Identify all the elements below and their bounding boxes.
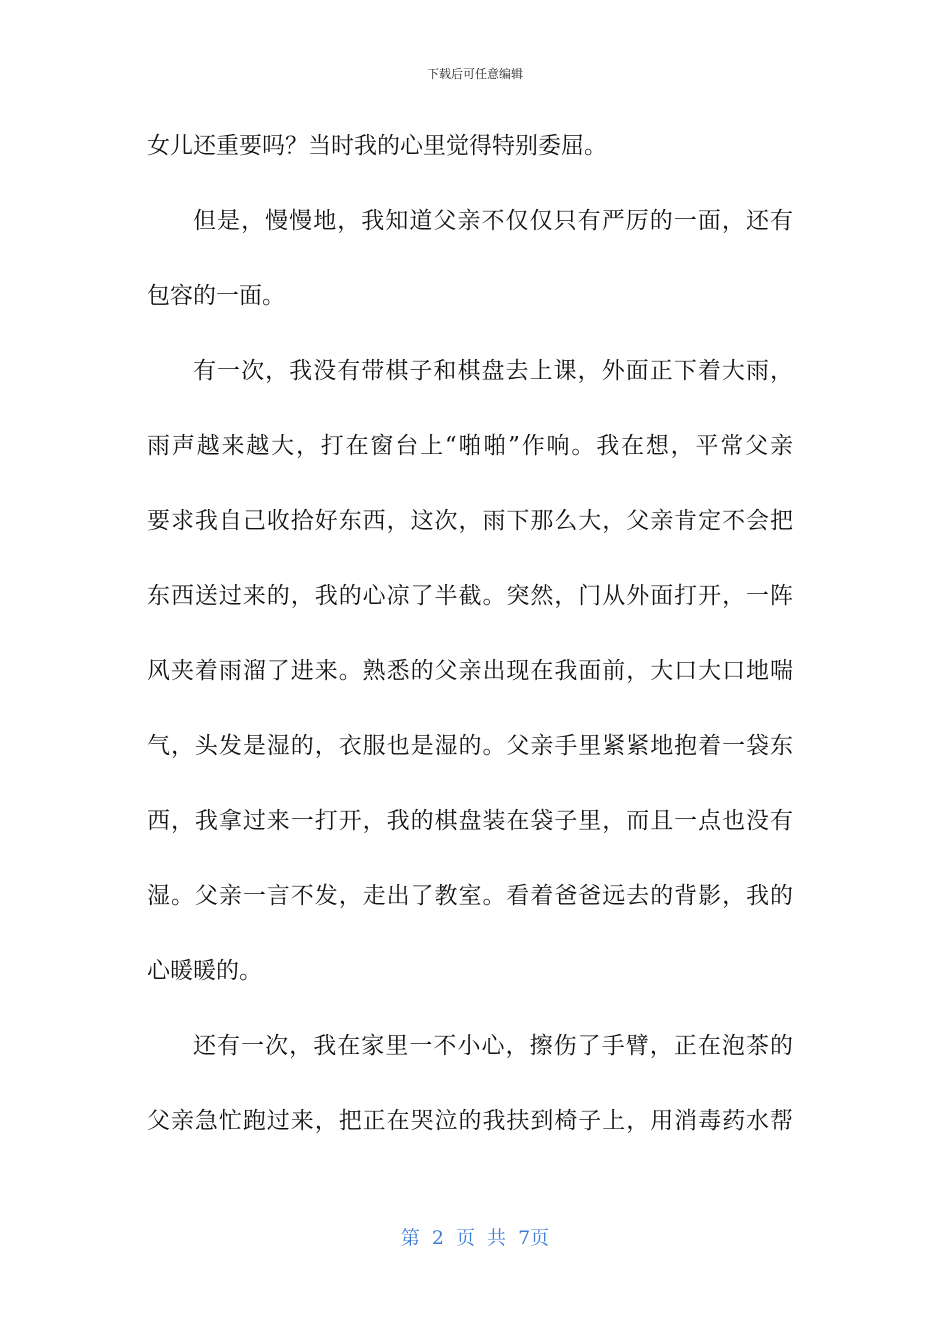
text-line: 要求我自己收拾好东西，这次，雨下那么大，父亲肯定不会把	[147, 508, 793, 534]
text-line: 有一次，我没有带棋子和棋盘去上课，外面正下着大雨，	[193, 358, 793, 384]
page-number-footer: 第 2 页 共 7页	[400, 1227, 550, 1249]
text-line: 西，我拿过来一打开，我的棋盘装在袋子里，而且一点也没有	[147, 808, 793, 834]
text-line: 还有一次，我在家里一不小心，擦伤了手臂，正在泡茶的	[193, 1033, 793, 1059]
text-line: 女儿还重要吗？当时我的心里觉得特别委屈。	[147, 133, 607, 159]
text-line: 心暖暖的。	[147, 958, 262, 984]
page-header: 下载后可任意编辑	[426, 67, 523, 81]
text-line: 雨声越来越大，打在窗台上“啪啪”作响。我在想，平常父亲	[147, 433, 793, 459]
body-text	[147, 109, 793, 1159]
text-line: 包容的一面。	[147, 283, 285, 309]
text-line: 湿。父亲一言不发，走出了教室。看着爸爸远去的背影，我的	[147, 883, 793, 909]
text-line: 父亲急忙跑过来，把正在哭泣的我扶到椅子上，用消毒药水帮	[147, 1108, 793, 1134]
text-line: 但是，慢慢地，我知道父亲不仅仅只有严厉的一面，还有	[193, 208, 793, 234]
text-line: 风夹着雨溜了进来。熟悉的父亲出现在我面前，大口大口地喘	[147, 658, 793, 684]
text-line: 东西送过来的，我的心凉了半截。突然，门从外面打开，一阵	[147, 583, 793, 609]
text-line: 气，头发是湿的，衣服也是湿的。父亲手里紧紧地抱着一袋东	[147, 733, 793, 759]
